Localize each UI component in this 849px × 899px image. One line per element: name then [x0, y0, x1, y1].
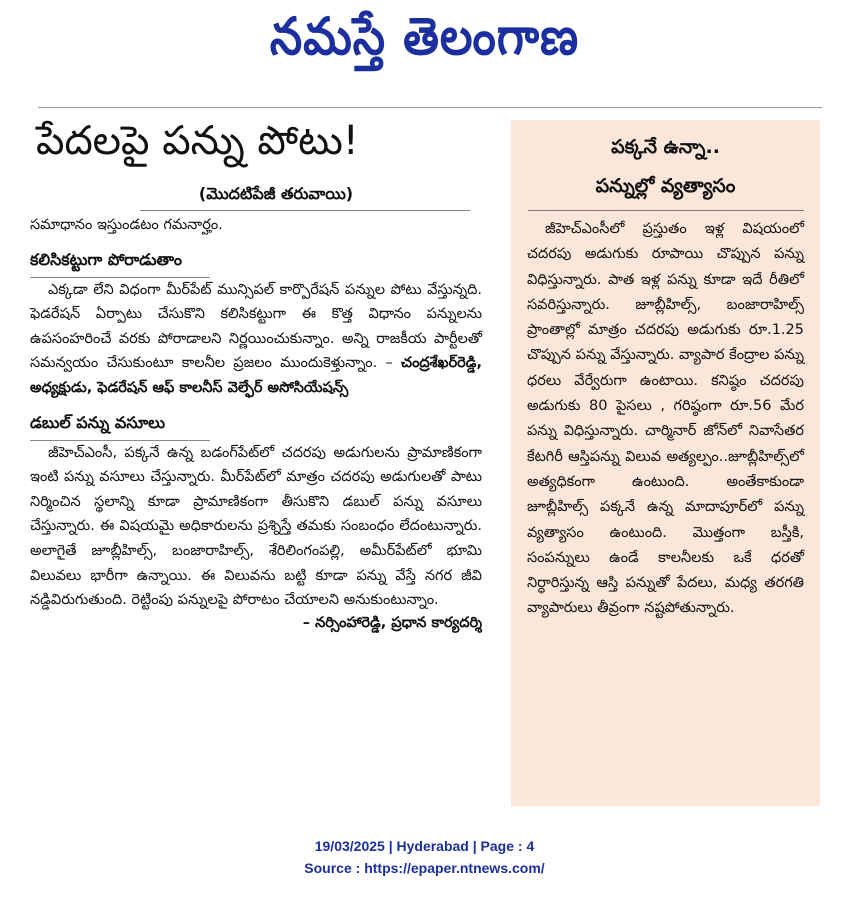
section-body-double-tax: జీహెచ్ఎంసీ, పక్కనే ఉన్న బడంగ్‌పేట్‌లో చదరపు అడుగులను ప్రామాణికంగా ఇంటి పన్ను వసూలు చేస్తున్నారు. మీర్‌పేట్‌లో మాత్రం చదరపు అడుగులతో పాటు నిర్మించిన స్థలాన్ని కూడా ప్రామాణికంగా తీసుకొని డబుల్ పన్ను వసూలు చేస్తున్నారు. ఈ విషయమై అధికారులను ప్రశ్నిస్తే తమకు సంబంధం లేదంటున్నారు. అలాగైతే జూబ్లీహిల్స్, బంజారాహిల్స్, శేరిలింగంపల్లి, అమీర్‌పేట్‌లో భూమి విలువలు భారీగా ఉన్నాయి. ఈ విలువను బట్టి కూడా పన్ను వేస్తే నగర జీవి నడ్డివిరుగుతుంది. రెట్టింపు పన్నులపై పోరాటం చేయాలని అనుకుంటున్నాం.: [30, 444, 482, 609]
sidebar-body: జీహెచ్ఎంసీలో ప్రస్తుతం ఇళ్ల విషయంలో చదరపు అడుగుకు రూపాయి చొప్పున పన్ను విధిస్తున్నారు. పాత ఇళ్ల పన్ను కూడా ఇదే రీతిలో సవరిస్తున్నారు. జూబ్లీహిల్స్, బంజారాహిల్స్ ప్రాంతాల్లో మాత్రం చదరపు అడుగుకు రూ.1.25 చొప్పున పన్ను వేస్తున్నారు. వ్యాపార కేంద్రాల పన్ను ధరలు వేర్వేరుగా ఉంటాయి. కనిష్ఠం చదరపు అడుగుకు 80 పైసలు , గరిష్ఠంగా రూ.56 మేర పన్ను విధిస్తున్నారు. చార్మినార్ జోన్‌లో నివాసేతర కేటగిరీ ఆస్తిపన్ను విలువ అత్యల్పం..జూబ్లీహిల్స్‌లో అత్యధికంగా ఉంటుంది. అంతేకాకుండా జూబ్లీహిల్స్ పక్కనే ఉన్న మాదాపూర్‌లో పన్ను వ్యత్యాసం ఉంటుంది. మొత్తంగా బస్తీకి, సంపన్నులు ఉండే కాలనీలకు ఒకే ధరతో నిర్ధారిస్తున్న ఆస్తి పన్నుతో పేదలు, మధ్య తరగతి వ్యాపారులు తీవ్రంగా నష్టపోతున్నారు.: [527, 221, 804, 617]
main-article: [30, 110, 482, 635]
section-credit-double-tax: – నర్సింహారెడ్డి, ప్రధాన కార్యదర్శి: [302, 614, 482, 631]
masthead-logo: [0, 4, 849, 82]
section-heading-double-tax: డబుల్ పన్ను వసూలు: [30, 413, 210, 441]
section-heading-unite: కలిసికట్టుగా పోరాడుతాం: [30, 250, 210, 278]
section-body-unite-text: ఎక్కడా లేని విధంగా మీర్‌పేట్ మున్సిపల్ కార్పొరేషన్ పన్నుల పోటు వేస్తున్నది. ఫెడరేషన్ ఏర్పాటు చేసుకొని కలిసికట్టుగా ఈ కొత్త విధానం పన్నులను ఉపసంహరించే వరకు పోరాడాలని నిర్ణయించుకున్నాం. అన్ని రాజకీయ పార్టీలతో సమన్వయం చేసుకుంటూ కాలనీల ప్రజలం ముందుకెళ్తున్నాం. –: [30, 281, 482, 372]
continued-divider: [140, 210, 470, 211]
header-divider: [38, 107, 822, 108]
section-body-unite: [30, 278, 482, 401]
intro-line: సమాధానం ఇస్తుండటం గమనార్హం.: [30, 217, 223, 233]
article-headline: పేదలపై పన్ను పోటు!: [36, 118, 359, 164]
footer-source: Source : https://epaper.ntnews.com/: [304, 860, 545, 876]
sidebar-heading-1: పక్కనే ఉన్నా..: [611, 136, 720, 158]
sidebar-box: [511, 120, 820, 806]
footer-date-page: 19/03/2025 | Hyderabad | Page : 4: [314, 838, 535, 854]
continued-note: (మొదటిపేజీ తరువాయి): [198, 184, 354, 203]
sidebar-heading-2: పన్నుల్లో వ్యత్యాసం: [595, 175, 736, 197]
masthead-title: నమస్తే తెలంగాణ: [269, 6, 580, 67]
section-credit-unite: చంద్రశేఖర్‌రెడ్డి, అధ్యక్షుడు, ఫెడరేషన్ ఆఫ్ కాలనీస్ వెల్ఫేర్ అసోసియేషన్స్: [30, 355, 483, 396]
